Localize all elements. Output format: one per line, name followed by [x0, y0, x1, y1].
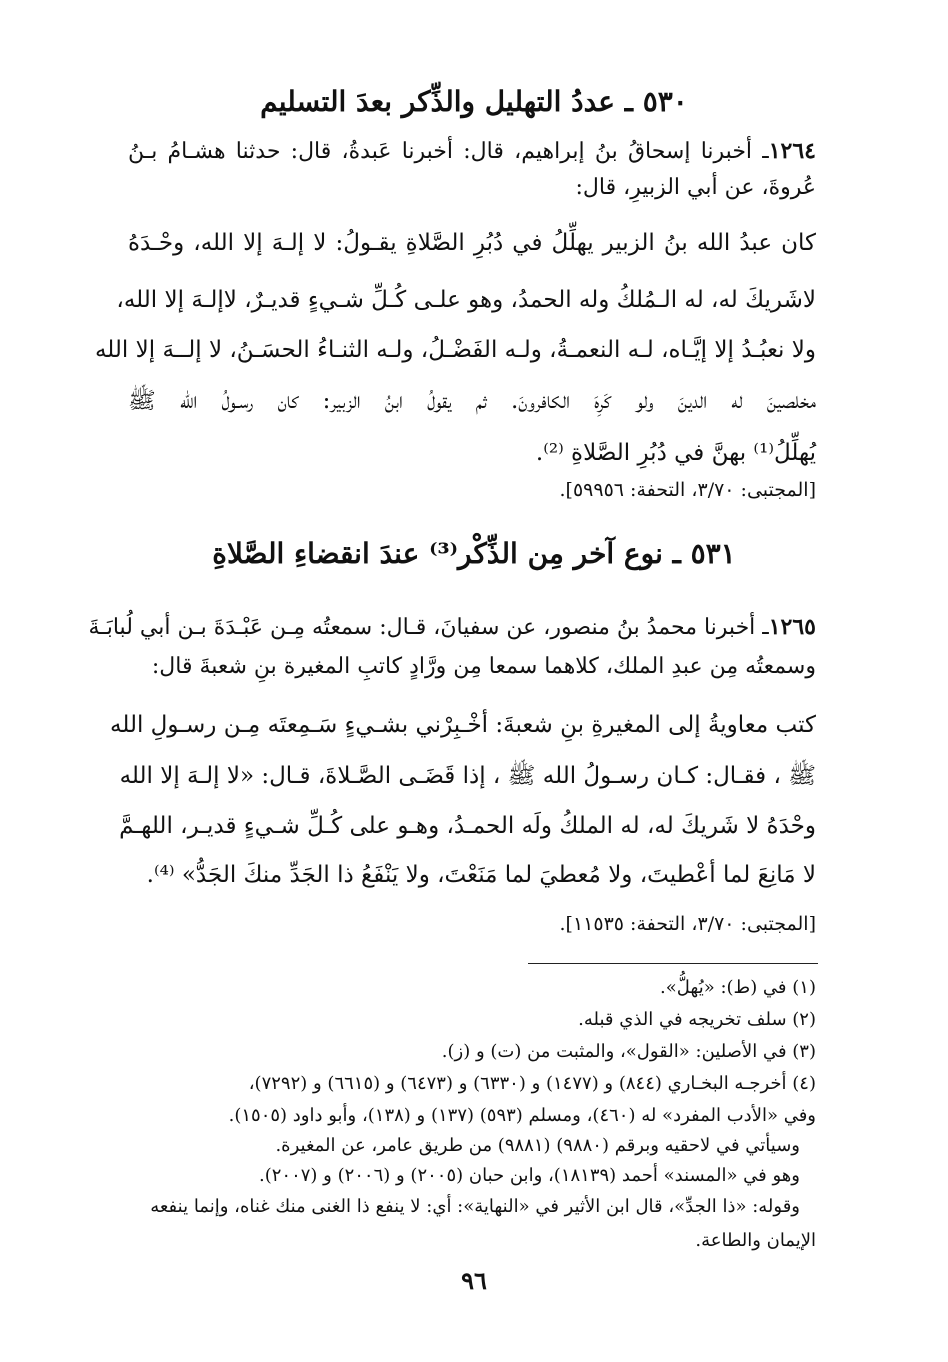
hadith-number-1264: ١٢٦٤	[768, 138, 816, 164]
hadith-1265-matn-line: ﷺ ، فقـال: كـان رسـولُ الله ﷺ ، إذا قَضَـى الصَّـلاةَ، قـال: «لا إلـهَ إلا الله	[119, 763, 816, 789]
hadith-1265-matn-line: وحْدَهُ لا شَريكَ له، له الملكُ ولَه الحمـدُ، وهـو على كُـلِّ شـيءٍ قديـر، اللهـمَّ	[119, 813, 816, 839]
section-heading-531: ٥٣١ ـ نوع آخر مِن الذِّكْر⁽³⁾ عندَ انقضاءِ الصَّلاةِ	[212, 537, 736, 570]
footnote: وهو في «المسند» أحمد (١٨١٣٩)، وابن حبان (٢٠٠٥) و (٢٠٠٦) و (٢٠٠٧).	[258, 1165, 800, 1186]
footnote-separator	[528, 963, 818, 964]
footnote: وسيأتي في لاحقيه وبرقم (٩٨٨٠) (٩٨٨١) من طريق عامر، عن المغيرة.	[275, 1135, 800, 1156]
hadith-1264-matn-line: كان عبدُ الله بنُ الزبير يهلِّلُ في دُبُرِ الصَّلاةِ يقـولُ: لا إلـهَ إلا الله، وحْـدَهُ	[128, 230, 816, 256]
footnote: وفي «الأدب المفرد» له (٤٦٠)، ومسلم (٥٩٣) (١٣٧) و (١٣٨)، وأبو داود (١٥٠٥).	[228, 1105, 816, 1126]
hadith-1264-isnad-line-2: عُروةَ، عن أبي الزبيرِ، قال:	[575, 175, 816, 200]
section-heading-530: ٥٣٠ ـ عددُ التهليل والذِّكر بعدَ التسليم	[260, 85, 688, 118]
page-number: ٩٦	[461, 1266, 487, 1295]
footnote: (٣) في الأصلين: «القول»، والمثبت من (ت) و (ز).	[441, 1041, 816, 1062]
footnote: الإيمان والطاعة.	[695, 1230, 816, 1251]
hadith-1265-matn-line: كتب معاويةُ إلى المغيرةِ بنِ شعبةَ: أخْـبِرْني بشـيءٍ سَـمِعتَه مِـن رسـولِ الله	[110, 712, 816, 738]
footnote: وقوله: «ذا الجدِّ»، قال ابن الأثير في «النهاية»: أي: لا ينفع ذا الغنى منك غناه، وإنما ينفعه	[150, 1196, 800, 1217]
hadith-1264-isnad-line-1: ١٢٦٤ـ أخبرنا إسحاقُ بنُ إبراهيم، قال: أخبرنا عَبدةُ، قال: حدثنا هشـامُ بـنُ	[128, 138, 816, 164]
footnote: (٤) أخرجـه البخـاري (٨٤٤) و (١٤٧٧) و (٦٣٣٠) و (٦٤٧٣) و (٦٦١٥) و (٧٢٩٢)،	[248, 1073, 816, 1094]
hadith-1264-matn-line: ولا نعبُـدُ إلا إيَّـاه، لـه النعمـةُ، ولـه الفَضْـلُ، ولـه الثنـاءُ الحسَـنُ، لا إلــهَ إلا الله	[94, 337, 816, 363]
hadith-1264-matn-line: يُهلِّلُ⁽¹⁾ بهنَّ في دُبُرِ الصَّلاةِ ⁽²⁾.	[535, 440, 816, 466]
hadith-1264-reference: [المجتبى: ٣/٧٠، التحفة: ٥٩٩٥٦].	[559, 479, 816, 501]
hadith-1264-matn-line: مخلصينَ له الدينَ ولو كَرِهَ الكافرونَ. ثم يقولُ ابنُ الزبير: كان رسـولُ الله ﷺ	[128, 388, 816, 414]
hadith-1265-isnad-line-1: ١٢٦٥ـ أخبرنا محمدُ بنُ منصور، عن سفيانَ، قـال: سمعتُه مِـن عَبْـدَةَ بـن أبي لُبابَـةَ	[88, 614, 816, 640]
hadith-1264-matn-line: لاشَريكَ له، له الـمُلكُ وله الحمدُ، وهو علـى كُـلِّ شـيءٍ قديـرٌ، لاإلـهَ إلا الله،	[116, 287, 816, 313]
footnote: (٢) سلف تخريجه في الذي قبله.	[578, 1009, 816, 1030]
hadith-1265-isnad-line-2: وسمعتُه مِن عبدِ الملك، كلاهما سمعا مِن ورَّادٍ كاتبِ المغيرة بنِ شعبةَ قال:	[151, 654, 816, 679]
hadith-1265-reference: [المجتبى: ٣/٧٠، التحفة: ١١٥٣٥].	[559, 913, 816, 935]
hadith-number-1265: ١٢٦٥	[768, 614, 816, 640]
hadith-1265-matn-line: لا مَانِعَ لما أعْطيتَ، ولا مُعطيَ لما مَنَعْتَ، ولا يَنْفَعُ ذا الجَدِّ منكَ الجَدُّ» ⁽⁴⁾.	[146, 862, 816, 888]
footnote: (١) في (ط): «يُهلُّ».	[660, 977, 816, 998]
